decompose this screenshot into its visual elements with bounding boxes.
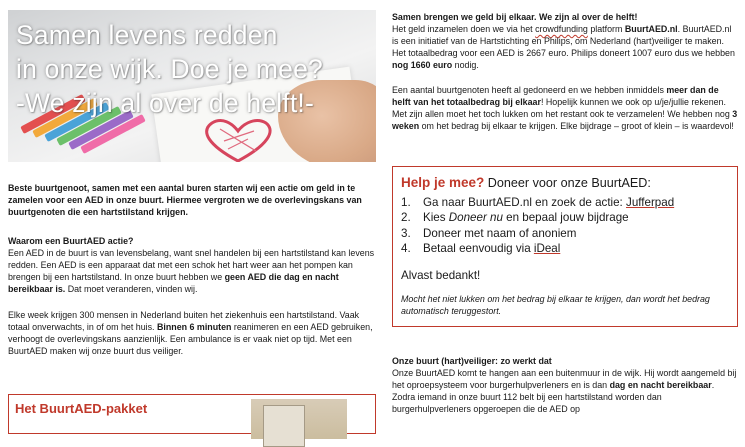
aed-cabinet-icon xyxy=(263,405,305,447)
jufferpad-link[interactable]: Jufferpad xyxy=(626,196,675,209)
donation-steps-list xyxy=(401,195,729,257)
help-subtitle: Doneer voor onze BuurtAED: xyxy=(484,176,651,190)
samen-paragraph: Het geld inzamelen doen we via het crowdfunding platform BuurtAED.nl. BuurtAED.nl is een initiatief van de Hartstichting en Philips, om Nederland (hart)veiliger te maken. Het totaalbedrag voor een AED is 2667 euro. Philips doneert 1007 euro dus we hebben nog 1660 euro nodig. xyxy=(392,23,735,70)
help-box xyxy=(392,166,738,327)
heart-icon xyxy=(198,115,278,162)
refund-note: Mocht het niet lukken om het bedrag bij elkaar te krijgen, dan wordt het bedrag automatisch teruggestort. xyxy=(401,293,710,317)
pakket-title: Het BuurtAED-pakket xyxy=(15,401,148,416)
help-title: Help je mee? xyxy=(401,175,485,190)
samen-heading: Samen brengen we geld bij elkaar. We zijn al over de helft! xyxy=(392,12,638,22)
hero-title-line-2: in onze wijk. Doe je mee? xyxy=(16,54,323,84)
step-2: 2. Kies Doneer nu en bepaal jouw bijdrage xyxy=(401,211,629,225)
why-paragraph: Een AED in de buurt is van levensbelang, want snel handelen bij een hartstilstand kan levens redden. Een AED is een apparaat dat met een schok het hart weer aan het pompen kan brengen bij een hartstilstand. In onze buurt hebben we geen AED die dag en nacht bereikbaar is. Dat moet veranderen, vinden wij. xyxy=(8,247,375,294)
step-4: 4. Betaal eenvoudig via iDeal xyxy=(401,242,561,256)
crowdfunding-word: crowdfunding xyxy=(535,23,588,34)
aed-cabinet-photo xyxy=(251,399,347,439)
hero-image xyxy=(8,10,376,162)
why-section xyxy=(8,236,376,296)
pakket-box xyxy=(8,394,376,434)
step-3: 3. Doneer met naam of anoniem xyxy=(401,226,577,240)
thanks-text: Alvast bedankt! xyxy=(401,268,481,282)
hero-title xyxy=(16,18,323,120)
buurt-paragraph: Een aantal buurtgenoten heeft al gedoneerd en we hebben inmiddels meer dan de helft van het totaalbedrag bij elkaar! Hopelijk kunnen we ook op u/je/jullie rekenen. Met zijn allen moet het toch lukken om het restant ook te verzamelen! We hebben nog 3 weken om het bedrag bij elkaar te krijgen. Elke bijdrage – groot of klein – is waardevol! xyxy=(392,85,738,131)
right-column xyxy=(392,0,738,419)
left-column xyxy=(8,0,376,419)
veilig-paragraph: Onze BuurtAED komt te hangen aan een buitenmuur in de wijk. Hij wordt aangemeld bij het oproepsysteem voor burgerhulpverleners en is dan dag en nacht bereikbaar. Zodra iemand in onze buurt 112 belt bij een hartstilstand worden dan burgerhulpverleners opgeroepen die de AED op xyxy=(392,367,737,414)
hero-title-line-1: Samen levens redden xyxy=(16,20,278,50)
intro-paragraph: Beste buurtgenoot, samen met een aantal buren starten wij een actie om geld in te zamelen voor een AED in onze buurt. Hiermee vergroten we de overlevingskans van buurtgenoten die een hartstilstand krijgen. xyxy=(8,183,362,217)
samen-section xyxy=(392,12,738,72)
veilig-heading: Onze buurt (hart)veiliger: zo werkt dat xyxy=(392,356,552,366)
help-heading xyxy=(401,175,729,191)
week-paragraph: Elke week krijgen 300 mensen in Nederland buiten het ziekenhuis een hartstilstand. Vaak totaal onverwachts, in of om het huis. Binnen 6 minuten reanimeren en een AED gebruiken, verhoogt de overlevingskans aanzienlijk. Een ambulance is er vaak niet op tijd. Met een BuurtAED maken wij onze buurt dus veiliger. xyxy=(8,310,373,356)
veilig-section xyxy=(392,356,738,416)
hero-title-line-3: -We zijn al over de helft!- xyxy=(16,88,314,118)
step-1: 1. Ga naar BuurtAED.nl en zoek de actie: Jufferpad xyxy=(401,196,675,209)
why-heading: Waarom een BuurtAED actie? xyxy=(8,236,134,246)
ideal-link[interactable]: iDeal xyxy=(533,242,561,256)
